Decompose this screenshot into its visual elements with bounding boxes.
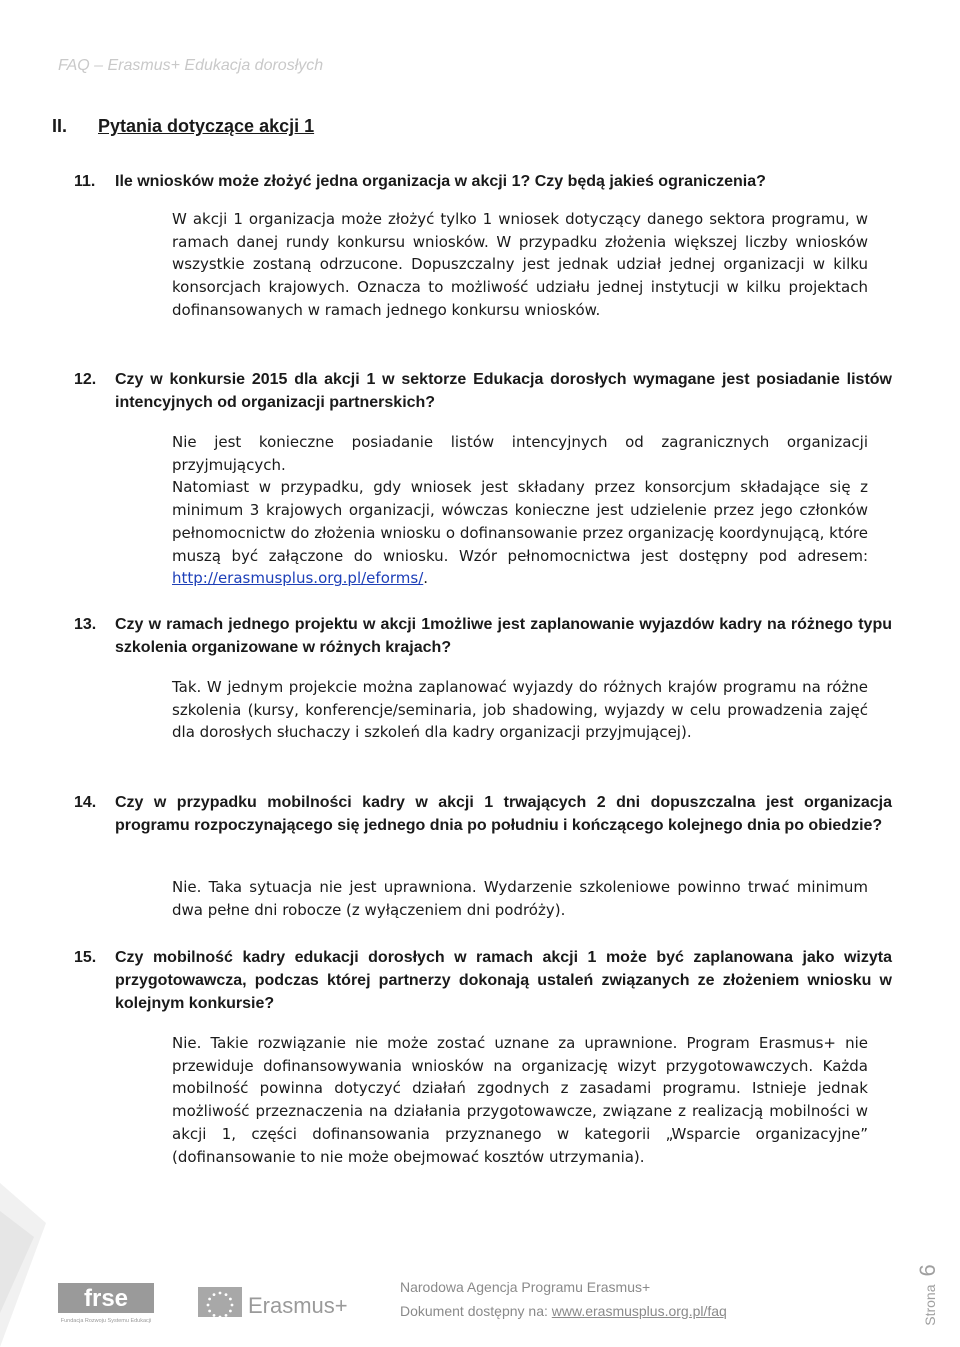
- question-number: 12.: [74, 371, 97, 388]
- question-15: [74, 946, 892, 1015]
- question-number: 15.: [74, 949, 97, 966]
- answer-14: [172, 876, 868, 921]
- question-13: [74, 613, 892, 659]
- frse-logo-text: frse: [83, 1285, 129, 1312]
- erasmus-plus-logo: [198, 1285, 358, 1321]
- question-14: [74, 791, 892, 837]
- question-number: 13.: [74, 616, 97, 633]
- question-text: Czy w konkursie 2015 dla akcji 1 w sektorze Edukacja dorosłych wymagane jest posiadanie listów intencyjnych od organizacji partnerskich?: [115, 371, 892, 411]
- answer-paragraph: W akcji 1 organizacja może złożyć tylko 1 wniosek dotyczący danego sektora programu, w ramach danej rundy konkursu wniosków. W przypadku złożenia większej liczby wniosków wszystkie zostaną odrzucone. Dopuszczalny jest jednak udział jednej organizacji w kilku konsorcjach krajowych. Oznacza to możliwość udziału jednej instytucji w kilku projektach dofinansowanych w ramach jednego konkursu wniosków.: [172, 210, 868, 319]
- question-text: Czy w przypadku mobilności kadry w akcji 1 trwających 2 dni dopuszczalna jest organizacja programu rozpoczynającego się jednego dnia po południu i kończącego kolejnego dnia po obiedzie?: [115, 794, 892, 834]
- erasmus-logo-text: Erasmus+: [248, 1293, 348, 1318]
- page-number-tag: [906, 1250, 950, 1340]
- question-11: [74, 170, 892, 193]
- page-number: 6: [915, 1264, 940, 1277]
- footer-document: [400, 1303, 727, 1319]
- footer-agency: Narodowa Agencja Programu Erasmus+: [400, 1279, 651, 1295]
- answer-15: [172, 1032, 868, 1168]
- question-12: [74, 368, 892, 414]
- section-heading: [52, 116, 314, 137]
- answer-11: [172, 208, 868, 322]
- question-text: Czy mobilność kadry edukacji dorosłych w ramach akcji 1 może być zaplanowana jako wizyta przygotowawcza, podczas której partnerzy dokonają ustaleń związanych ze złożeniem wniosku w kolejnym konkursie?: [115, 949, 892, 1012]
- frse-logo-caption: Fundacja Rozwoju Systemu Edukacji: [60, 1318, 152, 1324]
- question-text: Czy w ramach jednego projektu w akcji 1możliwe jest zaplanowanie wyjazdów kadry na różnego typu szkolenia organizowane w różnych krajach?: [115, 616, 892, 656]
- answer-paragraph: Tak. W jednym projekcie można zaplanować wyjazdy do różnych krajów programu na różne szkolenia (kursy, konferencje/seminaria, job shadowing, wyjazdy w celu prowadzenia zajęć dla dorosłych słuchaczy i szkoleń dla kadry organizacji przyjmującej).: [172, 678, 868, 742]
- answer-paragraph: Nie. Takie rozwiązanie nie może zostać uznane za uprawnione. Program Erasmus+ nie przewiduje dofinansowywania wniosków na organizację wizyt przygotowawczych. Każda mobilność powinna dotyczyć działań zgodnych z zasadami programu. Istnieje jednak możliwość przeznaczenia na działania przygotowawcze, związane z realizacją mobilności w akcji 1, części dofinansowania przyznanego w kategorii „Wsparcie organizacyjne” (dofinansowanie to nie może obejmować kosztów utrzymania).: [172, 1034, 868, 1166]
- answer-text: Natomiast w przypadku, gdy wniosek jest składany przez konsorcjum składające się z minimum 3 krajowych organizacji, wówczas konieczne jest udzielenie przez jego członków pełnomocnictw do złożenia wniosku o dofinansowanie przez organizację koordynującą, które muszą być załączone do wniosku. Wzór pełnomocnictwa jest dostępny pod adresem:: [172, 478, 868, 565]
- answer-paragraph: Nie. Taka sytuacja nie jest uprawniona. Wydarzenie szkoleniowe powinno trwać minimum dwa pełne dni robocze (z wyłączeniem dni podróży).: [172, 878, 868, 919]
- answer-13: [172, 676, 868, 744]
- page-label: Strona: [922, 1284, 938, 1326]
- footer-doc-prefix: Dokument dostępny na:: [400, 1303, 552, 1319]
- section-title: Pytania dotyczące akcji 1: [98, 116, 315, 136]
- question-number: 11.: [74, 173, 96, 190]
- section-number: II.: [52, 116, 68, 136]
- answer-12: [172, 431, 868, 590]
- frse-logo: [58, 1283, 154, 1325]
- running-header: FAQ – Erasmus+ Edukacja dorosłych: [58, 57, 324, 74]
- eforms-link[interactable]: http://erasmusplus.org.pl/eforms/: [172, 569, 424, 588]
- faq-link[interactable]: www.erasmusplus.org.pl/faq: [551, 1303, 727, 1319]
- question-text: Ile wniosków może złożyć jedna organizacja w akcji 1? Czy będą jakieś ograniczenia?: [115, 173, 766, 190]
- answer-paragraph: [172, 476, 868, 590]
- answer-paragraph: Nie jest konieczne posiadanie listów intencyjnych od zagranicznych organizacji przyjmujących.: [172, 433, 868, 474]
- answer-text-end: .: [423, 569, 429, 588]
- question-number: 14.: [74, 794, 97, 811]
